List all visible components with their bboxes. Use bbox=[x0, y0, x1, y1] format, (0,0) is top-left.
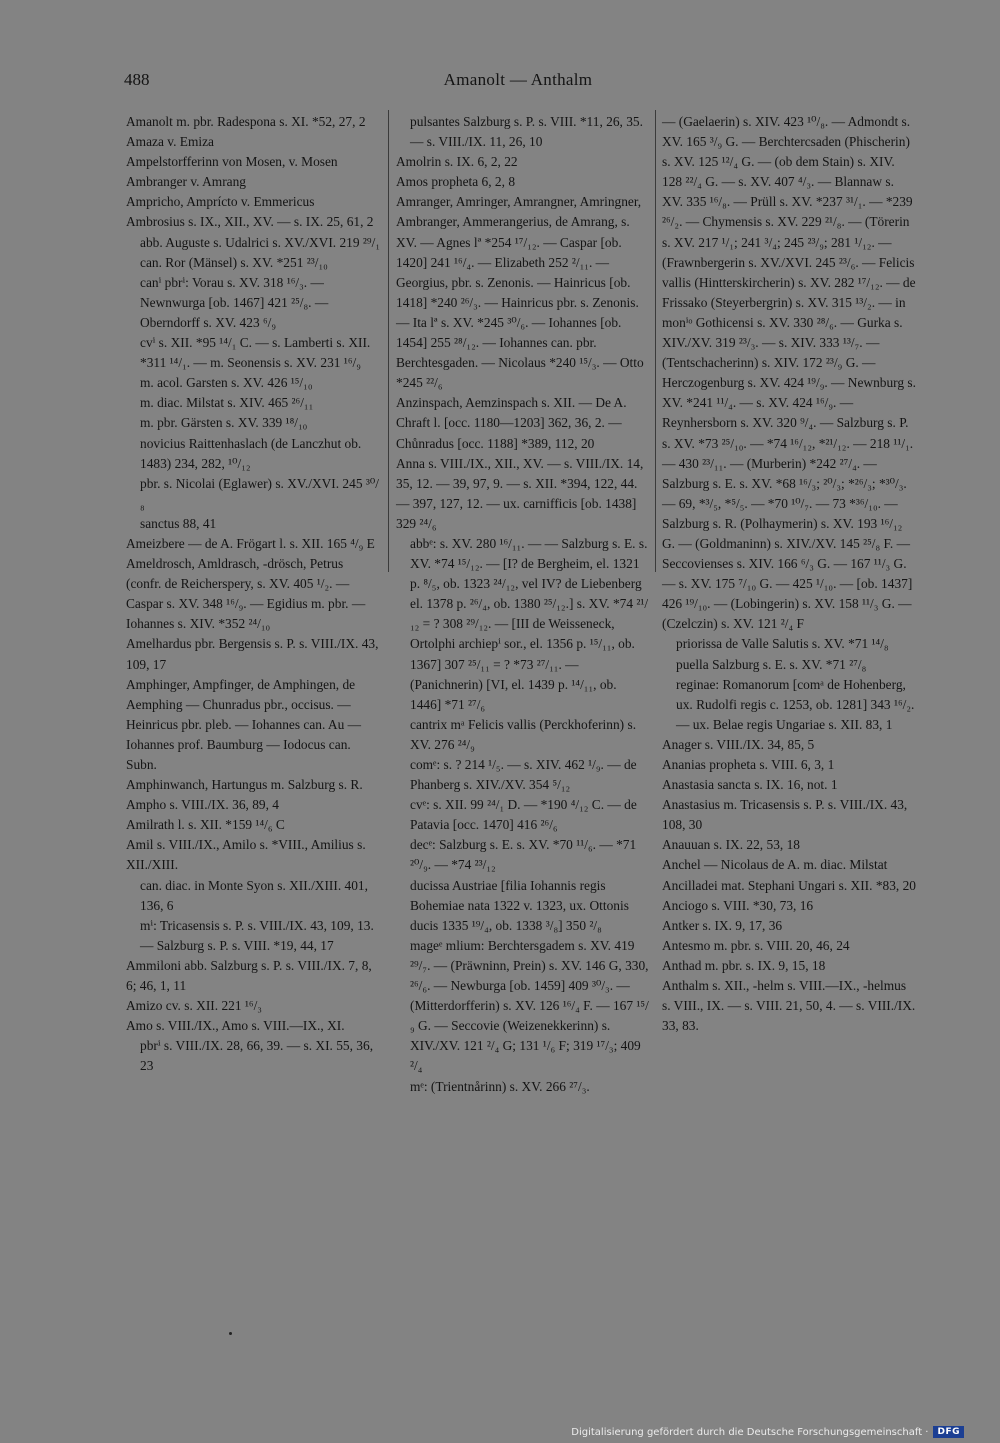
index-entry: Amizo cv. s. XII. 221 ¹⁶/₃ bbox=[126, 998, 262, 1014]
index-entry: Ambranger v. Amrang bbox=[126, 174, 246, 190]
index-entry: mᵉ: (Trientnårinn) s. XV. 266 ²⁷/₃. bbox=[410, 1078, 590, 1094]
index-entry: Ameizbere — de A. Frögart l. s. XII. 165 ⁴/₉ E bbox=[126, 535, 375, 551]
index-entry: cantrix mᵃ Felicis vallis (Perckhoferinn) s. XV. 276 ²⁴/₉ bbox=[410, 716, 637, 752]
footer-text: Digitalisierung gefördert durch die Deutsche Forschungsgemeinschaft · bbox=[571, 1426, 929, 1438]
index-entry: Amanolt m. pbr. Radespona s. XI. *52, 27, 2 bbox=[126, 114, 366, 129]
index-entry: Amos propheta 6, 2, 8 bbox=[396, 174, 516, 190]
index-entry: Amelhardus pbr. Bergensis s. P. s. VIII./IX. 43, 109, 17 bbox=[126, 636, 379, 672]
index-entry: Amolrin s. IX. 6, 2, 22 bbox=[396, 154, 518, 170]
index-entry: Antker s. IX. 9, 17, 36 bbox=[662, 917, 783, 933]
index-entry: Ammiloni abb. Salzburg s. P. s. VIII./IX. 7, 8, 6; 46, 1, 11 bbox=[126, 957, 372, 994]
index-entry: — (Gaelaerin) s. XIV. 423 ¹⁰/₈. — Admondt s. XV. 165 ³/₉ G. — Berchtercsaden (Phischerin) s. XV. 125 ¹²/₄ G. — (ob dem Stain) s. XIV. 128 ²²/₄ G. — s. XV. 407 ⁴/₃. — Blannaw s. XV. 335 ¹⁶/₈. — Prüll s. XV. *237 ³¹/₁. — *239 ²⁶/₂. — Chymensis s. XV. 229 ²¹/₈. — (Törerin s. XV. 217 ¹/₁; 241 ³/₄; 245 ²³/₉; 281 ¹/₁₂. — (Frawnbergerin s. XV./XVI. 245 ²³/₆. — Felicis vallis (Hintterskircherin) s. XV. 282 ¹⁷/₁₂. — de Frissako (Steyerbergrin) s. XV. 315 ¹³/₂. — in monⁱᵒ Gothicensi s. XV. 330 ²⁸/₆. — Gurka s. XIV./XV. 319 ²³/₃. — s. XIV. 333 ¹³/₇. — (Tentschacherinn) s. XIV. 172 ²³/₉ G. — Herczogenburg s. XV. 424 ¹⁹/₉. — Newnburg s. XV. *241 ¹¹/₄. — s. XV. 424 ¹⁶/₉. — Reynhersborn s. XV. 320 ⁹/₄. — Salzburg s. P. s. XV. *73 ²⁵/₁₀. — *74 ¹⁶/₁₂, *²¹/₁₂. — 218 ¹¹/₁. — 430 ²³/₁₁. — (Murberin) *242 ²⁷/₄. — Salzburg s. E. s. XV. *68 ¹⁶/₃; ²⁰/₃; *²⁶/₃; *³⁰/₃. — 69, *³/₅, *⁵/₅. — *70 ¹⁰/₇. — 73 *³⁶/₁₀. — Salzburg s. R. (Polhaymerin) s. XV. 193 ¹⁶/₁₂ G. — (Goldmaninn) s. XIV./XV. 145 ²⁵/₈ F. — Seccovienses s. XIV. 166 ⁶/₃ G. — 167 ¹¹/₃ G. — s. XV. 175 ⁷/₁₀ G. — 425 ¹/₁₀. — [ob. 1437] 426 ¹⁹/₁₀. — (Lobingerin) s. XV. 158 ¹¹/₃ G. — (Czelczin) s. XV. 121 ²/₄ F bbox=[662, 114, 916, 632]
index-entry: ducissa Austriae [filia Iohannis regis Bohemiae nata 1322 v. 1323, ux. Ottonis ducis 1335 ¹⁹/₄, ob. 1338 ³/₈] 350 ²/₈ bbox=[410, 877, 629, 933]
index-entry: cvᵉ: s. XII. 99 ²⁴/₁ D. — *190 ⁴/₁₂ C. — de Patavia [occ. 1470] 416 ²⁶/₆ bbox=[410, 797, 637, 833]
index-entry: Amaza v. Emiza bbox=[126, 134, 214, 150]
index-entry: Anciogo s. VIII. *30, 73, 16 bbox=[662, 897, 814, 913]
index-entry: Anager s. VIII./IX. 34, 85, 5 bbox=[662, 736, 815, 752]
index-entry: Ancilladei mat. Stephani Ungari s. XII. *83, 20 bbox=[662, 877, 916, 893]
index-entry: sanctus 88, 41 bbox=[140, 515, 217, 531]
page-number: 488 bbox=[124, 70, 150, 89]
index-entry: abbᵉ: s. XV. 280 ¹⁶/₁₁. — — Salzburg s. E. s. XV. *74 ¹⁵/₁₂. — [I? de Bergheim, el. 1321 p. ⁸/₅, ob. 1323 ²⁴/₁₂, vel IV? de Liebenberg el. 1378 p. ²⁶/₄, ob. 1380 ²⁵/₁₂.] s. XV. *74 ²¹/₁₂ = ? 308 ²⁹/₁₂. — [III de Weisseneck, Ortolphi archiepⁱ sor., el. 1356 p. ¹⁵/₁₁, ob. 1367] 307 ²⁵/₁₁ = ? *73 ²⁷/₁₁. — (Panichnerin) [VI, el. 1439 p. ¹⁴/₁₁, ob. 1446] *71 ²⁷/₆ bbox=[410, 535, 649, 712]
index-entry: pulsantes Salzburg s. P. s. VIII. *11, 26, 35. — s. VIII./IX. 11, 26, 10 bbox=[410, 114, 643, 150]
index-entry: reginae: Romanorum [comᵃ de Hohenberg, ux. Rudolfi regis c. 1253, ob. 1281] 343 ¹⁶/₂. — ux. Belae regis Ungariae s. XII. 83, 1 bbox=[676, 676, 915, 732]
index-entry: Anthad m. pbr. s. IX. 9, 15, 18 bbox=[662, 957, 826, 973]
index-entry: cvⁱ s. XII. *95 ¹⁴/₁ C. — s. Lamberti s. XII. *311 ¹⁴/₁. — m. Seonensis s. XV. 231 ¹⁶/₉ bbox=[140, 335, 371, 371]
index-entry: Ampho s. VIII./IX. 36, 89, 4 bbox=[126, 797, 279, 813]
index-entry: abb. Auguste s. Udalrici s. XV./XVI. 219 ²⁹/₁ bbox=[140, 234, 380, 250]
index-entry: Amil s. VIII./IX., Amilo s. *VIII., Amilius s. XII./XIII. bbox=[126, 837, 366, 873]
index-entry: novicius Raittenhaslach (de Lanczhut ob. 1483) 234, 282, ¹⁰/₁₂ bbox=[140, 435, 362, 471]
index-column-3 bbox=[662, 112, 916, 1036]
index-entry: Amranger, Amringer, Amrangner, Amringner, Ambranger, Ammerangerius, de Amrang, s. XV. — Agnes lª *254 ¹⁷/₁₂. — Caspar [ob. 1420] 241 ¹⁶/₄. — Elizabeth 252 ²/₁₁. — Georgius, pbr. s. Zenonis. — Hainricus [ob. 1418] *240 ²⁶/₃. — Hainricus pbr. s. Zenonis. — Ita lª s. XV. *245 ³⁰/₆. — Iohannes [ob. 1454] 255 ²⁸/₁₂. — Iohannes can. pbr. Berchtesgaden. — Nicolaus *240 ¹⁵/₃. — Otto *245 ²²/₆ bbox=[396, 194, 644, 391]
index-entry: Anastasia sancta s. IX. 16, not. 1 bbox=[662, 777, 838, 793]
index-entry: Amphinger, Ampfinger, de Amphingen, de Aemphing — Chunradus pbr., occisus. — Heinricus pbr. pleb. — Iohannes can. Au — Iohannes prof. Baumburg — Iodocus can. Subn. bbox=[126, 676, 362, 772]
index-entry: Amphinwanch, Hartungus m. Salzburg s. R. bbox=[126, 777, 363, 793]
page-header bbox=[124, 70, 912, 98]
index-entry: Anzinspach, Aemzinspach s. XII. — De A. Chraft l. [occ. 1180—1203] 362, 36, 2. — Chůnradus [occ. 1188] *389, 112, 20 bbox=[396, 395, 627, 451]
index-entry: Ambrosius s. IX., XII., XV. — s. IX. 25, 61, 2 bbox=[126, 214, 374, 230]
index-entry: can. diac. in Monte Syon s. XII./XIII. 401, 136, 6 bbox=[140, 877, 368, 913]
index-entry: comᵉ: s. ? 214 ¹/₅. — s. XIV. 462 ¹/₉. — de Phanberg s. XIV./XV. 354 ⁵/₁₂ bbox=[410, 757, 637, 793]
index-entry: m. pbr. Gärsten s. XV. 339 ¹⁸/₁₀ bbox=[140, 415, 308, 431]
index-entry: Anchel — Nicolaus de A. m. diac. Milstat bbox=[662, 857, 888, 873]
index-entry: Ameldrosch, Amldrasch, -drösch, Petrus (confr. de Reicherspery, s. XV. 405 ¹/₂. — Caspar s. XV. 348 ¹⁶/₉. — Egidius m. pbr. — Iohannes s. XIV. *352 ²⁴/₁₀ bbox=[126, 556, 366, 632]
index-entry: Amo s. VIII./IX., Amo s. VIII.—IX., XI. bbox=[126, 1018, 345, 1034]
index-entry: decᵉ: Salzburg s. E. s. XV. *70 ¹¹/₆. — *71 ²⁰/₉. — *74 ²³/₁₂ bbox=[410, 837, 637, 873]
index-entry: Anna s. VIII./IX., XII., XV. — s. VIII./IX. 14, 35, 12. — 39, 97, 9. — s. XII. *394, 122, 44. — 397, 127, 12. — ux. carnifficis [ob. 1438] 329 ²⁴/₆ bbox=[396, 455, 644, 531]
index-entry: pbrⁱ s. VIII./IX. 28, 66, 39. — s. XI. 55, 36, 23 bbox=[140, 1038, 374, 1074]
index-entry: pbr. s. Nicolai (Eglawer) s. XV./XVI. 245 ³⁰/₈ bbox=[140, 475, 379, 511]
index-entry: Ampelstorfferinn von Mosen, v. Mosen bbox=[126, 154, 338, 170]
index-entry: puella Salzburg s. E. s. XV. *71 ²⁷/₈ bbox=[676, 656, 867, 672]
index-entry: Anthalm s. XII., -helm s. VIII.—IX., -helmus s. VIII., IX. — s. VIII. 21, 50, 4. — s. VIII./IX. 33, 83. bbox=[662, 978, 916, 1034]
index-entry: Amilrath l. s. XII. *159 ¹⁴/₆ C bbox=[126, 817, 285, 833]
index-entry: m. diac. Milstat s. XIV. 465 ²⁶/₁₁ bbox=[140, 395, 314, 411]
index-entry: can. Ror (Mänsel) s. XV. *251 ²³/₁₀ bbox=[140, 254, 328, 270]
index-entry: Anauuan s. IX. 22, 53, 18 bbox=[662, 837, 800, 853]
running-head: Amanolt — Anthalm bbox=[443, 70, 593, 89]
ink-speck bbox=[229, 1332, 232, 1335]
index-entry: Ananias propheta s. VIII. 6, 3, 1 bbox=[662, 757, 835, 772]
dfg-logo: DFG bbox=[933, 1426, 964, 1438]
index-column-1 bbox=[126, 112, 380, 1077]
column-rule-left bbox=[388, 110, 389, 572]
index-entry: Ampricho, Amprícto v. Emmericus bbox=[126, 194, 315, 210]
digitization-footer bbox=[571, 1426, 964, 1438]
column-rule-right bbox=[655, 110, 656, 572]
index-entry: priorissa de Valle Salutis s. XV. *71 ¹⁴/₈ bbox=[676, 636, 889, 652]
index-entry: Anastasius m. Tricasensis s. P. s. VIII./IX. 43, 108, 30 bbox=[662, 797, 908, 833]
index-entry: mageᵉ mlium: Berchtersgadem s. XV. 419 ²⁹/₇. — (Präwninn, Prein) s. XV. 146 G, 330, ²⁶/₆. — Newburga [ob. 1459] 409 ³⁰/₃. — (Mitterdorfferin) s. XV. 126 ¹⁶/₄ F. — 167 ¹⁵/₉ G. — Seccovie (Weizenekkerinn) s. XIV./XV. 121 ²/₄ G; 131 ¹/₆ F; 319 ¹⁷/₃; 409 ²/₄ bbox=[410, 937, 649, 1074]
index-column-2 bbox=[396, 112, 650, 1097]
index-entry: canⁱ pbrⁱ: Vorau s. XV. 318 ¹⁶/₃. — Newnwurga [ob. 1467] 421 ²⁵/₈. — Oberndorff s. XV. 423 ⁶/₉ bbox=[140, 274, 329, 330]
index-entry: m. acol. Garsten s. XV. 426 ¹⁵/₁₀ bbox=[140, 375, 313, 391]
index-entry: Antesmo m. pbr. s. VIII. 20, 46, 24 bbox=[662, 937, 850, 953]
index-entry: mⁱ: Tricasensis s. P. s. VIII./IX. 43, 109, 13. — Salzburg s. P. s. VIII. *19, 44, 17 bbox=[140, 917, 374, 953]
